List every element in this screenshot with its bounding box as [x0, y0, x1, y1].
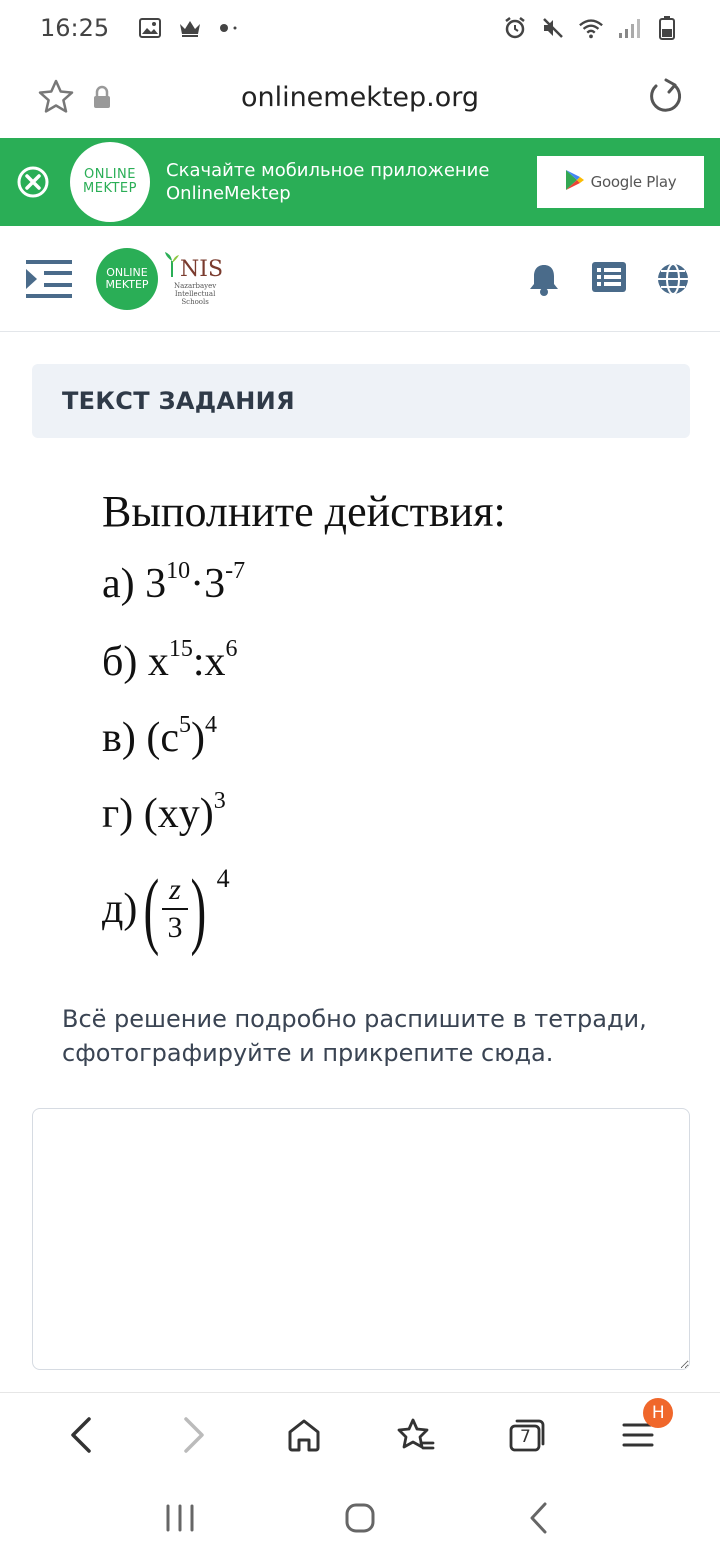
- left-paren: (: [143, 861, 160, 957]
- signal-icon: [616, 15, 642, 41]
- exercise-a: [102, 560, 245, 608]
- exponent: 4: [204, 712, 217, 738]
- exercise-label: б): [102, 639, 148, 685]
- status-right-icons: [502, 15, 680, 41]
- exercise-b: [102, 638, 238, 686]
- tabs-count: 7: [520, 1427, 531, 1447]
- logo-text-bottom: MEKTEP: [83, 181, 137, 196]
- bell-icon[interactable]: [528, 262, 560, 296]
- exponent: 3: [213, 788, 226, 814]
- tabs-button[interactable]: [506, 1414, 548, 1456]
- status-left-icons: [137, 15, 243, 41]
- nis-subtitle-line2: Intellectual: [174, 290, 216, 298]
- url-bar: [0, 56, 720, 138]
- logo-text-bottom: MEKTEP: [105, 277, 149, 291]
- exponent: 4: [216, 864, 230, 893]
- banner-text: [166, 159, 489, 205]
- site-header: [0, 226, 720, 332]
- header-actions: [528, 262, 688, 296]
- exercise-v: [102, 714, 217, 762]
- back-icon[interactable]: [61, 1414, 103, 1456]
- nis-subtitle-line1: Nazarbayev: [174, 282, 217, 290]
- exponent: 10: [166, 558, 191, 584]
- forward-icon[interactable]: [172, 1414, 214, 1456]
- crown-icon: [177, 15, 203, 41]
- app-download-banner: [0, 138, 720, 226]
- back-nav-icon[interactable]: [520, 1498, 560, 1538]
- exercise-label: д): [102, 886, 138, 932]
- google-play-icon: [565, 169, 585, 196]
- nis-subtitle: [174, 282, 216, 306]
- operator: ·3: [190, 561, 226, 607]
- url-field[interactable]: onlinemektep.org: [240, 81, 480, 113]
- nis-logo: [164, 251, 223, 306]
- exercise-label: г): [102, 791, 144, 837]
- exercise-label: в): [102, 715, 147, 761]
- wifi-icon: [578, 15, 604, 41]
- home-nav-icon[interactable]: [340, 1498, 380, 1538]
- task-title-box: [32, 364, 690, 438]
- section-title: ТЕКСТ ЗАДАНИЯ: [62, 387, 295, 415]
- google-play-label: Google Play: [590, 173, 677, 191]
- google-play-button[interactable]: [537, 156, 704, 208]
- task-heading: Выполните действия:: [102, 487, 506, 536]
- operator: :x: [192, 639, 226, 685]
- denominator: 3: [167, 911, 183, 944]
- base: 3: [145, 561, 167, 607]
- system-navigation-bar: [0, 1476, 720, 1560]
- alarm-icon: [502, 15, 528, 41]
- exercise-label: а): [102, 561, 146, 607]
- nis-subtitle-line3: Schools: [181, 298, 209, 306]
- image-icon: [137, 15, 163, 41]
- logo-text-top: ONLINE: [106, 265, 148, 279]
- closing-paren: ): [190, 715, 205, 761]
- exercise-d: [102, 861, 230, 957]
- menu-notification-badge: H: [643, 1398, 673, 1428]
- exponent: 6: [225, 636, 238, 662]
- browser-toolbar: [0, 1392, 720, 1476]
- right-paren: ): [190, 861, 207, 957]
- close-icon[interactable]: [16, 165, 50, 199]
- exponent: -7: [225, 558, 246, 584]
- home-icon[interactable]: [283, 1414, 325, 1456]
- fraction: [162, 872, 188, 946]
- status-time: 16:25: [40, 14, 110, 42]
- nis-wordmark: NIS: [180, 257, 224, 282]
- banner-text-line2: OnlineMektep: [166, 183, 291, 204]
- menu-toggle-icon[interactable]: [26, 258, 72, 300]
- task-instructions: Всё решение подробно распишите в тетради, сфотографируйте и прикрепите сюда.: [62, 1005, 647, 1067]
- status-bar: [0, 0, 720, 56]
- onlinemektep-logo[interactable]: [96, 248, 158, 310]
- nis-leaf-icon: [164, 251, 180, 282]
- onlinemektep-logo: [70, 142, 150, 222]
- numerator: z: [169, 873, 181, 906]
- dots-icon: [217, 15, 243, 41]
- banner-text-line1: Скачайте мобильное приложение: [166, 160, 490, 181]
- mute-icon: [540, 15, 566, 41]
- bookmarks-icon[interactable]: [395, 1414, 437, 1456]
- exercise-g: [102, 790, 226, 838]
- task-image: [96, 478, 556, 978]
- browser-menu-button[interactable]: [617, 1402, 665, 1456]
- list-icon[interactable]: [592, 262, 624, 296]
- recent-apps-icon[interactable]: [160, 1498, 200, 1538]
- logo-text-top: ONLINE: [84, 167, 136, 182]
- answer-textarea[interactable]: [32, 1108, 690, 1370]
- base: (c: [146, 715, 179, 761]
- base: (xy): [143, 791, 214, 837]
- exponent: 15: [168, 636, 193, 662]
- exponent: 5: [178, 712, 191, 738]
- base: x: [147, 639, 169, 685]
- battery-icon: [654, 15, 680, 41]
- globe-icon[interactable]: [656, 262, 688, 296]
